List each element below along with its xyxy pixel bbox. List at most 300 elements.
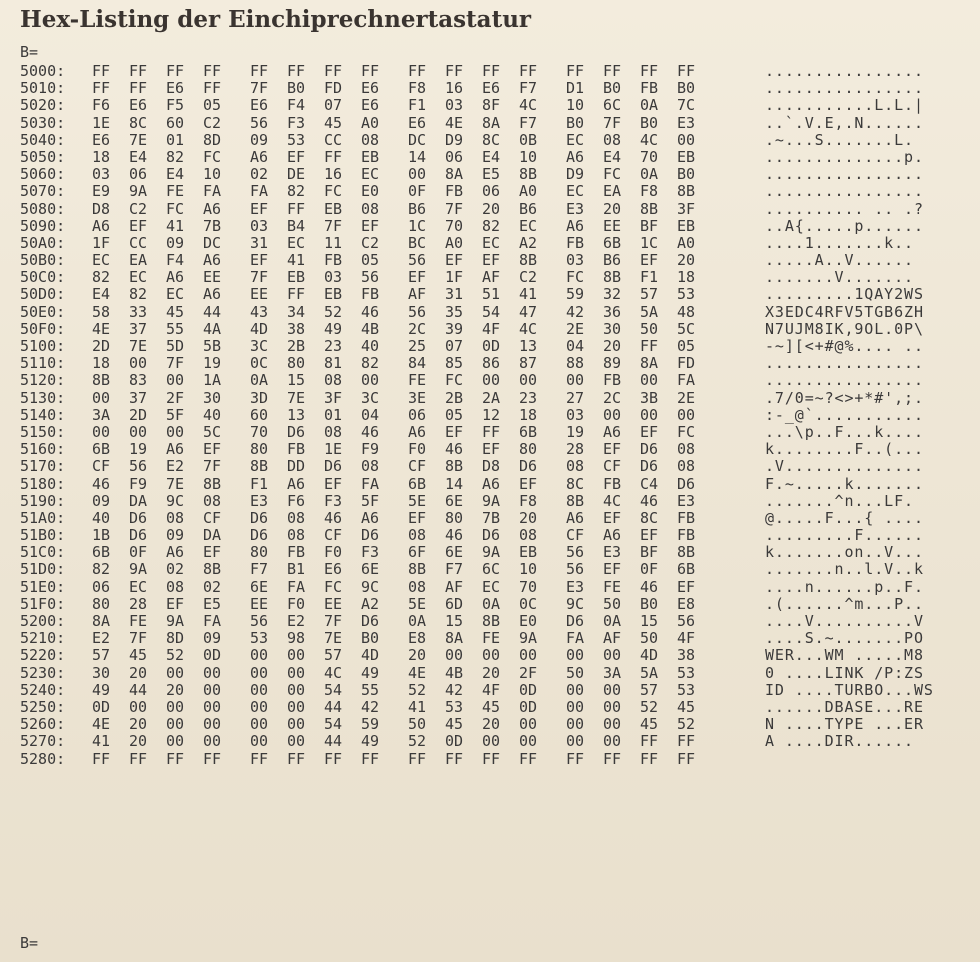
hex-byte: 8B bbox=[203, 560, 222, 579]
hex-byte: D6 bbox=[640, 440, 659, 459]
hex-byte: EC bbox=[361, 165, 380, 184]
row-address: 5060: bbox=[20, 165, 66, 184]
hex-byte: 00 bbox=[287, 715, 306, 734]
listing-row bbox=[20, 97, 980, 114]
listing-row bbox=[20, 407, 980, 424]
hex-byte: 0D bbox=[519, 680, 538, 699]
hex-byte: 03 bbox=[445, 96, 464, 115]
hex-byte: 30 bbox=[203, 388, 222, 407]
listing-row bbox=[20, 166, 980, 183]
hex-byte: A6 bbox=[166, 268, 185, 287]
hex-byte: 00 bbox=[287, 732, 306, 751]
listing-row bbox=[20, 630, 980, 647]
hex-byte: 10 bbox=[203, 165, 222, 184]
hex-byte: A6 bbox=[566, 508, 585, 527]
hex-byte: 34 bbox=[287, 302, 306, 321]
hex-byte: 00 bbox=[566, 697, 585, 716]
hex-byte: 9A bbox=[482, 491, 501, 510]
hex-byte: 2E bbox=[677, 388, 696, 407]
row-address: 50A0: bbox=[20, 233, 66, 252]
hex-byte: 15 bbox=[445, 612, 464, 630]
hex-byte: 5A bbox=[640, 302, 659, 321]
hex-byte: 6E bbox=[445, 491, 464, 510]
hex-byte: FB bbox=[324, 251, 343, 270]
hex-byte: 53 bbox=[677, 285, 696, 304]
hex-byte: 4C bbox=[640, 130, 659, 149]
hex-byte: 7F bbox=[166, 354, 185, 373]
hex-byte: 88 bbox=[566, 354, 585, 373]
hex-byte: 0A bbox=[250, 371, 269, 390]
hex-byte: 52 bbox=[640, 697, 659, 716]
hex-byte: FD bbox=[677, 354, 696, 373]
hex-byte: E6 bbox=[482, 79, 501, 98]
hex-byte: 08 bbox=[408, 577, 427, 596]
listing-row bbox=[20, 80, 980, 97]
row-address: 5200: bbox=[20, 612, 66, 630]
listing-row bbox=[20, 527, 980, 544]
row-ascii: .......^n...LF. bbox=[765, 492, 914, 510]
hex-byte: EF bbox=[445, 422, 464, 441]
hex-byte: FB bbox=[566, 233, 585, 252]
hex-byte: 52 bbox=[677, 715, 696, 734]
hex-byte: 2C bbox=[603, 388, 622, 407]
hex-byte: 00 bbox=[92, 388, 111, 407]
row-address: 5230: bbox=[20, 663, 66, 682]
row-address: 5170: bbox=[20, 457, 66, 476]
hex-byte: 41 bbox=[519, 285, 538, 304]
hex-byte: 1E bbox=[92, 113, 111, 132]
hex-byte: EF bbox=[519, 474, 538, 493]
hex-byte: 42 bbox=[566, 302, 585, 321]
hex-byte: 56 bbox=[250, 113, 269, 132]
hex-listing bbox=[20, 42, 980, 768]
hex-byte: 0D bbox=[92, 697, 111, 716]
hex-byte: 0D bbox=[203, 646, 222, 665]
hex-byte: FF bbox=[287, 199, 306, 218]
hex-byte: 53 bbox=[677, 680, 696, 699]
hex-byte: 8B bbox=[640, 199, 659, 218]
row-ascii: @.....F...{ .... bbox=[765, 509, 924, 527]
hex-byte: 82 bbox=[166, 147, 185, 166]
hex-byte: FF bbox=[129, 62, 148, 80]
hex-byte: F3 bbox=[324, 491, 343, 510]
row-address: 5250: bbox=[20, 697, 66, 716]
hex-byte: 00 bbox=[566, 732, 585, 751]
hex-byte: DE bbox=[287, 165, 306, 184]
hex-byte: 45 bbox=[129, 646, 148, 665]
hex-byte: CF bbox=[92, 457, 111, 476]
hex-rows bbox=[20, 63, 980, 768]
hex-byte: 31 bbox=[250, 233, 269, 252]
hex-byte: EE bbox=[250, 594, 269, 613]
hex-byte: FF bbox=[566, 749, 585, 768]
row-address: 5010: bbox=[20, 79, 66, 98]
hex-byte: 08 bbox=[566, 457, 585, 476]
hex-byte: FF bbox=[640, 337, 659, 355]
listing-row bbox=[20, 510, 980, 527]
hex-byte: B6 bbox=[519, 199, 538, 218]
hex-byte: 4E bbox=[92, 319, 111, 338]
hex-byte: B6 bbox=[408, 199, 427, 218]
hex-byte: 81 bbox=[324, 354, 343, 373]
hex-byte: EC bbox=[166, 285, 185, 304]
hex-byte: FF bbox=[287, 285, 306, 304]
hex-byte: 55 bbox=[361, 680, 380, 699]
hex-byte: 89 bbox=[603, 354, 622, 373]
hex-byte: B0 bbox=[603, 79, 622, 98]
hex-byte: 13 bbox=[519, 337, 538, 355]
hex-byte: 00 bbox=[203, 697, 222, 716]
hex-byte: 07 bbox=[324, 96, 343, 115]
hex-byte: EC bbox=[92, 251, 111, 270]
hex-byte: F1 bbox=[250, 474, 269, 493]
hex-byte: 41 bbox=[166, 216, 185, 235]
row-address: 5090: bbox=[20, 216, 66, 235]
hex-byte: FA bbox=[250, 182, 269, 201]
hex-byte: 0A bbox=[640, 165, 659, 184]
hex-byte: 6C bbox=[482, 560, 501, 579]
row-ascii: ....S.~.......PO bbox=[765, 630, 924, 648]
row-ascii: ..............p. bbox=[765, 148, 924, 166]
hex-byte: 33 bbox=[129, 302, 148, 321]
hex-byte: 56 bbox=[408, 302, 427, 321]
row-address: 5070: bbox=[20, 182, 66, 201]
hex-byte: 9C bbox=[361, 577, 380, 596]
hex-byte: 4B bbox=[445, 663, 464, 682]
hex-byte: E4 bbox=[129, 147, 148, 166]
hex-byte: EF bbox=[640, 251, 659, 270]
hex-byte: 59 bbox=[361, 715, 380, 734]
hex-byte: 4D bbox=[250, 319, 269, 338]
hex-byte: 05 bbox=[677, 337, 696, 355]
hex-byte: FE bbox=[166, 182, 185, 201]
hex-byte: E4 bbox=[603, 147, 622, 166]
hex-byte: E3 bbox=[250, 491, 269, 510]
hex-byte: 20 bbox=[482, 715, 501, 734]
hex-byte: 5B bbox=[203, 337, 222, 355]
hex-byte: A6 bbox=[361, 508, 380, 527]
hex-byte: F8 bbox=[519, 491, 538, 510]
hex-byte: 32 bbox=[603, 285, 622, 304]
hex-byte: 2C bbox=[408, 319, 427, 338]
hex-byte: 6B bbox=[603, 233, 622, 252]
row-ascii: .7/0=~?<>+*#',;. bbox=[765, 389, 924, 407]
hex-byte: D6 bbox=[129, 508, 148, 527]
hex-byte: F7 bbox=[519, 113, 538, 132]
hex-byte: 8A bbox=[92, 612, 111, 630]
hex-byte: E3 bbox=[677, 113, 696, 132]
hex-byte: FC bbox=[324, 182, 343, 201]
listing-row bbox=[20, 476, 980, 493]
row-ascii: ....n......p..F. bbox=[765, 578, 924, 596]
hex-byte: 80 bbox=[445, 508, 464, 527]
hex-byte: D9 bbox=[445, 130, 464, 149]
hex-byte: 8C bbox=[129, 113, 148, 132]
hex-byte: 00 bbox=[640, 371, 659, 390]
hex-byte: 19 bbox=[566, 422, 585, 441]
row-address: 5210: bbox=[20, 629, 66, 648]
hex-byte: FF bbox=[603, 749, 622, 768]
hex-byte: FF bbox=[166, 62, 185, 80]
hex-byte: EB bbox=[519, 543, 538, 562]
hex-byte: 87 bbox=[519, 354, 538, 373]
hex-byte: 28 bbox=[566, 440, 585, 459]
hex-byte: 00 bbox=[129, 422, 148, 441]
hex-byte: FC bbox=[203, 147, 222, 166]
hex-byte: 1C bbox=[408, 216, 427, 235]
hex-byte: 8B bbox=[92, 371, 111, 390]
hex-byte: F1 bbox=[640, 268, 659, 287]
hex-byte: 5E bbox=[408, 491, 427, 510]
row-address: 5190: bbox=[20, 491, 66, 510]
hex-byte: 08 bbox=[677, 457, 696, 476]
row-address: 50C0: bbox=[20, 268, 66, 287]
row-ascii: F.~.....k....... bbox=[765, 475, 924, 493]
hex-byte: 50 bbox=[640, 319, 659, 338]
hex-byte: 45 bbox=[166, 302, 185, 321]
hex-byte: 14 bbox=[445, 474, 464, 493]
hex-byte: 0F bbox=[129, 543, 148, 562]
hex-byte: 70 bbox=[250, 422, 269, 441]
hex-byte: A6 bbox=[566, 147, 585, 166]
hex-byte: 45 bbox=[482, 697, 501, 716]
hex-byte: EF bbox=[324, 474, 343, 493]
row-ascii: 0 ....LINK /P:ZS bbox=[765, 664, 924, 682]
hex-byte: 83 bbox=[129, 371, 148, 390]
hex-byte: 8B bbox=[677, 543, 696, 562]
hex-byte: 56 bbox=[361, 268, 380, 287]
hex-byte: 86 bbox=[482, 354, 501, 373]
hex-byte: E3 bbox=[566, 199, 585, 218]
hex-byte: 08 bbox=[287, 508, 306, 527]
hex-byte: 06 bbox=[482, 182, 501, 201]
hex-byte: 0D bbox=[482, 337, 501, 355]
hex-byte: FF bbox=[445, 749, 464, 768]
hex-byte: 6B bbox=[677, 560, 696, 579]
hex-byte: 8B bbox=[482, 612, 501, 630]
hex-byte: DD bbox=[287, 457, 306, 476]
row-ascii: WER...WM .....M8 bbox=[765, 647, 924, 665]
hex-byte: 4E bbox=[445, 113, 464, 132]
row-address: 51B0: bbox=[20, 526, 66, 545]
hex-byte: 08 bbox=[324, 371, 343, 390]
hex-byte: C2 bbox=[519, 268, 538, 287]
hex-byte: B0 bbox=[640, 594, 659, 613]
hex-byte: 08 bbox=[677, 440, 696, 459]
hex-byte: CC bbox=[129, 233, 148, 252]
hex-byte: 3A bbox=[92, 405, 111, 424]
hex-byte: 23 bbox=[519, 388, 538, 407]
hex-byte: 7E bbox=[129, 337, 148, 355]
hex-byte: E3 bbox=[566, 577, 585, 596]
hex-byte: 6B bbox=[92, 440, 111, 459]
hex-byte: 9A bbox=[519, 629, 538, 648]
hex-byte: 00 bbox=[250, 732, 269, 751]
hex-byte: 50 bbox=[408, 715, 427, 734]
hex-byte: 20 bbox=[482, 663, 501, 682]
hex-byte: EF bbox=[129, 216, 148, 235]
hex-byte: 6D bbox=[445, 594, 464, 613]
hex-byte: 52 bbox=[166, 646, 185, 665]
hex-byte: 12 bbox=[482, 405, 501, 424]
hex-byte: FF bbox=[677, 732, 696, 751]
hex-byte: EC bbox=[482, 233, 501, 252]
hex-byte: C2 bbox=[361, 233, 380, 252]
hex-byte: 40 bbox=[92, 508, 111, 527]
hex-byte: B0 bbox=[287, 79, 306, 98]
hex-byte: 46 bbox=[640, 491, 659, 510]
hex-byte: A2 bbox=[361, 594, 380, 613]
hex-byte: FF bbox=[92, 749, 111, 768]
hex-byte: F4 bbox=[287, 96, 306, 115]
listing-row bbox=[20, 286, 980, 303]
hex-byte: 4A bbox=[203, 319, 222, 338]
hex-byte: D8 bbox=[92, 199, 111, 218]
row-ascii: .......n..l.V..k bbox=[765, 561, 924, 579]
prompt-start: B= bbox=[20, 43, 39, 61]
hex-byte: 35 bbox=[445, 302, 464, 321]
hex-byte: 7B bbox=[482, 508, 501, 527]
hex-byte: EE bbox=[603, 216, 622, 235]
hex-byte: AF bbox=[482, 268, 501, 287]
hex-byte: 0A bbox=[408, 612, 427, 630]
hex-byte: 46 bbox=[445, 526, 464, 545]
hex-byte: 20 bbox=[129, 715, 148, 734]
hex-byte: 44 bbox=[324, 732, 343, 751]
hex-byte: 00 bbox=[250, 680, 269, 699]
hex-byte: 50 bbox=[566, 663, 585, 682]
hex-byte: 1C bbox=[640, 233, 659, 252]
hex-byte: 00 bbox=[445, 646, 464, 665]
hex-byte: 28 bbox=[129, 594, 148, 613]
hex-byte: F3 bbox=[361, 543, 380, 562]
hex-byte: 46 bbox=[361, 302, 380, 321]
hex-byte: 56 bbox=[677, 612, 696, 630]
hex-byte: EF bbox=[250, 251, 269, 270]
hex-byte: FF bbox=[203, 749, 222, 768]
hex-byte: 2E bbox=[566, 319, 585, 338]
hex-byte: CF bbox=[603, 457, 622, 476]
hex-byte: FF bbox=[361, 749, 380, 768]
hex-byte: 9A bbox=[482, 543, 501, 562]
row-ascii: ................ bbox=[765, 80, 924, 98]
hex-byte: 19 bbox=[203, 354, 222, 373]
hex-byte: 49 bbox=[361, 732, 380, 751]
hex-byte: 45 bbox=[445, 715, 464, 734]
listing-row bbox=[20, 665, 980, 682]
hex-byte: FA bbox=[203, 182, 222, 201]
row-address: 5160: bbox=[20, 440, 66, 459]
hex-byte: EB bbox=[287, 268, 306, 287]
hex-byte: EC bbox=[287, 233, 306, 252]
hex-byte: 7F bbox=[129, 629, 148, 648]
hex-byte: C2 bbox=[203, 113, 222, 132]
listing-row bbox=[20, 183, 980, 200]
hex-byte: 00 bbox=[603, 646, 622, 665]
hex-byte: E6 bbox=[129, 96, 148, 115]
hex-byte: D8 bbox=[482, 457, 501, 476]
hex-byte: A2 bbox=[519, 233, 538, 252]
hex-byte: 5F bbox=[166, 405, 185, 424]
hex-byte: 47 bbox=[519, 302, 538, 321]
hex-byte: FC bbox=[324, 577, 343, 596]
row-address: 5220: bbox=[20, 646, 66, 665]
hex-byte: 36 bbox=[603, 302, 622, 321]
hex-byte: EB bbox=[677, 216, 696, 235]
hex-byte: 01 bbox=[324, 405, 343, 424]
hex-byte: 00 bbox=[677, 130, 696, 149]
hex-byte: D6 bbox=[566, 612, 585, 630]
hex-byte: 37 bbox=[129, 388, 148, 407]
row-address: 5180: bbox=[20, 474, 66, 493]
hex-byte: EC bbox=[129, 268, 148, 287]
hex-byte: FF bbox=[250, 62, 269, 80]
hex-byte: 08 bbox=[287, 526, 306, 545]
hex-byte: A6 bbox=[287, 474, 306, 493]
hex-byte: F6 bbox=[287, 491, 306, 510]
hex-byte: 18 bbox=[677, 268, 696, 287]
row-ascii: k........F..(... bbox=[765, 441, 924, 459]
hex-byte: FF bbox=[482, 62, 501, 80]
hex-byte: 0D bbox=[445, 732, 464, 751]
hex-byte: EC bbox=[519, 216, 538, 235]
row-address: 5050: bbox=[20, 147, 66, 166]
hex-byte: 8B bbox=[203, 474, 222, 493]
hex-byte: 3F bbox=[677, 199, 696, 218]
hex-byte: EE bbox=[324, 594, 343, 613]
hex-byte: EE bbox=[203, 268, 222, 287]
hex-byte: 9A bbox=[129, 560, 148, 579]
row-address: 5120: bbox=[20, 371, 66, 390]
hex-byte: FF bbox=[640, 62, 659, 80]
hex-byte: D6 bbox=[287, 422, 306, 441]
hex-byte: EA bbox=[603, 182, 622, 201]
hex-byte: 08 bbox=[203, 491, 222, 510]
hex-byte: 18 bbox=[92, 354, 111, 373]
hex-byte: EF bbox=[445, 251, 464, 270]
hex-byte: FF bbox=[166, 749, 185, 768]
hex-byte: F8 bbox=[408, 79, 427, 98]
listing-row bbox=[20, 269, 980, 286]
hex-byte: 20 bbox=[482, 199, 501, 218]
listing-row bbox=[20, 561, 980, 578]
hex-byte: FF bbox=[482, 749, 501, 768]
hex-byte: 02 bbox=[203, 577, 222, 596]
hex-byte: CC bbox=[324, 130, 343, 149]
hex-byte: AF bbox=[408, 285, 427, 304]
hex-byte: 00 bbox=[603, 697, 622, 716]
hex-byte: D6 bbox=[250, 526, 269, 545]
hex-byte: DA bbox=[129, 491, 148, 510]
hex-byte: E6 bbox=[250, 96, 269, 115]
hex-byte: FD bbox=[324, 79, 343, 98]
hex-byte: FF bbox=[92, 62, 111, 80]
prompt-end: B= bbox=[20, 934, 39, 952]
hex-byte: 08 bbox=[361, 199, 380, 218]
hex-byte: 00 bbox=[482, 371, 501, 390]
hex-byte: E5 bbox=[203, 594, 222, 613]
row-ascii: ..A{.....p...... bbox=[765, 217, 924, 235]
row-ascii: ................ bbox=[765, 183, 924, 201]
hex-byte: 53 bbox=[287, 130, 306, 149]
hex-byte: 43 bbox=[250, 302, 269, 321]
hex-byte: FF bbox=[250, 749, 269, 768]
hex-byte: C2 bbox=[129, 199, 148, 218]
hex-byte: 10 bbox=[566, 96, 585, 115]
hex-byte: 00 bbox=[166, 371, 185, 390]
hex-byte: 8B bbox=[445, 457, 464, 476]
listing-row bbox=[20, 424, 980, 441]
